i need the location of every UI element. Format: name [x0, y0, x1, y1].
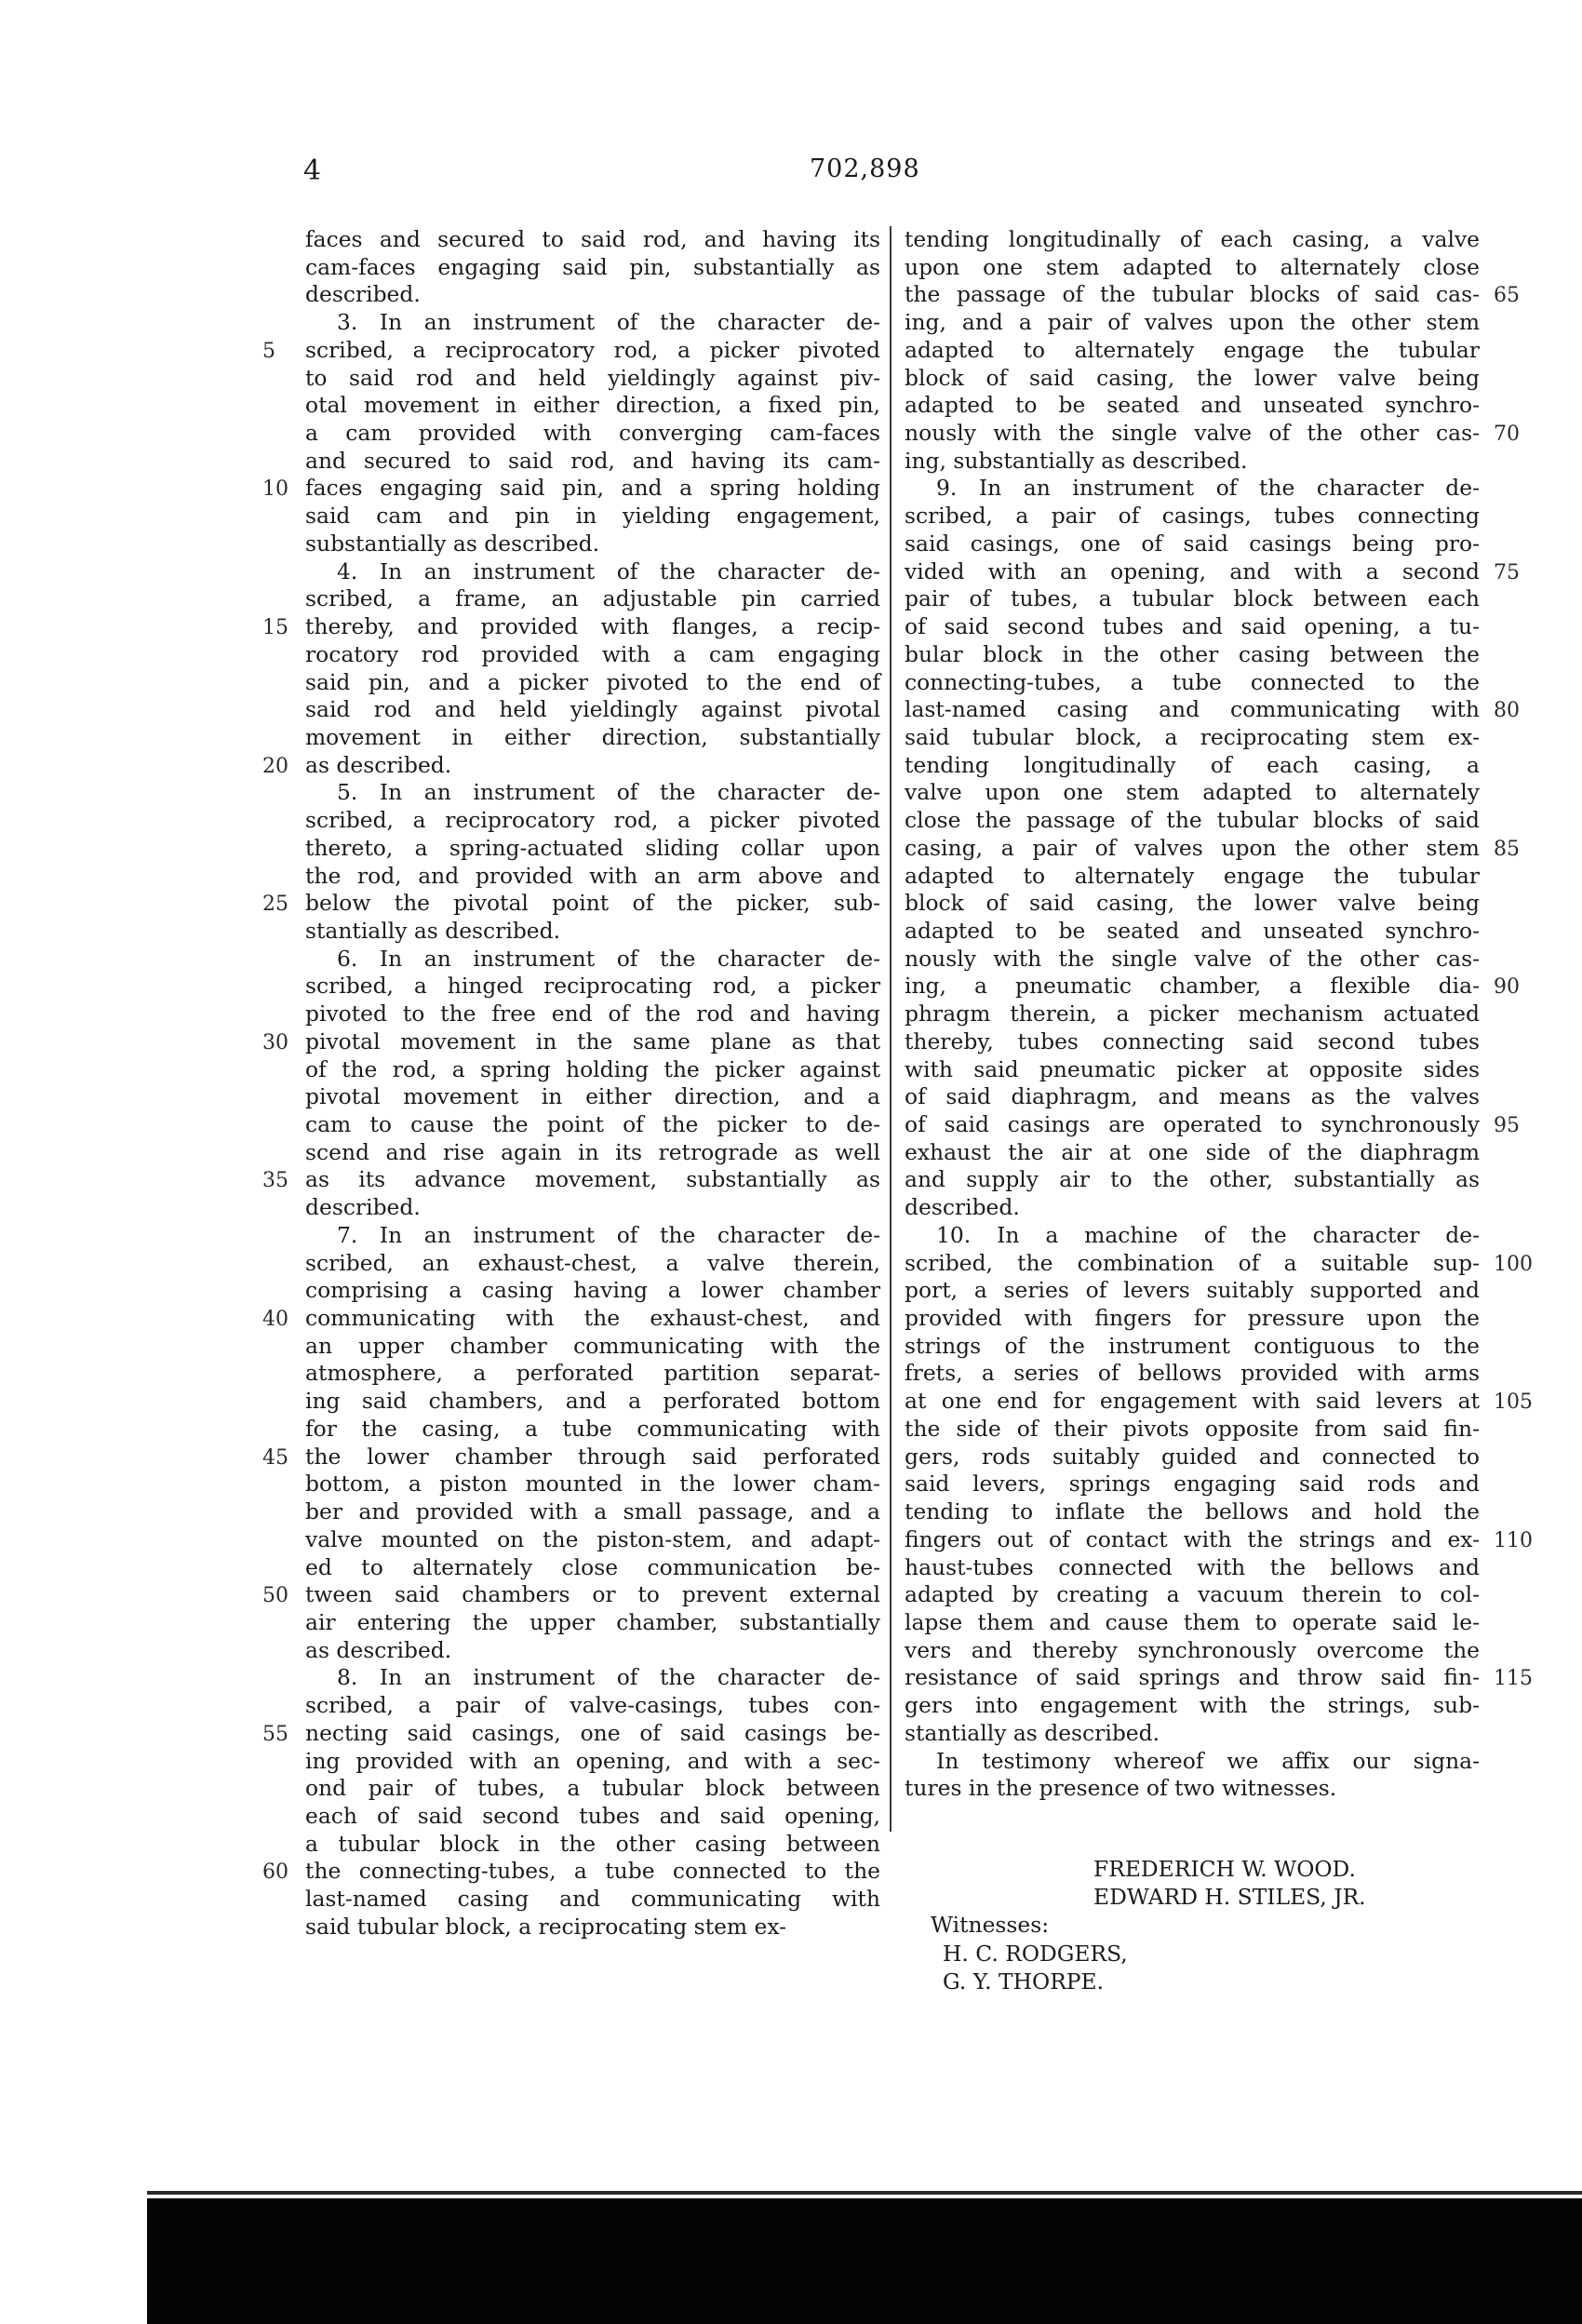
- text-line: ed to alternately close communication be-: [305, 1553, 880, 1580]
- line-number: 60: [262, 1861, 288, 1885]
- line-number: 50: [262, 1584, 288, 1608]
- text-line: otal movement in either direction, a fixed pin,: [305, 392, 880, 419]
- text-line: pivotal movement in either direction, and a: [305, 1083, 880, 1110]
- text-line: In testimony whereof we affix our signa-: [936, 1747, 1480, 1774]
- text-line: thereby, tubes connecting said second tubes: [905, 1028, 1480, 1055]
- text-line: said cam and pin in yielding engagement,: [305, 503, 880, 530]
- text-line: provided with fingers for pressure upon the: [905, 1305, 1480, 1332]
- text-line: scribed, the combination of a suitable sup-: [905, 1249, 1480, 1276]
- text-line: adapted by creating a vacuum therein to col-: [905, 1581, 1480, 1608]
- text-line: movement in either direction, substantially: [305, 723, 880, 750]
- text-line: said levers, springs engaging said rods and: [905, 1471, 1480, 1498]
- text-line: substantially as described.: [305, 530, 600, 557]
- text-line: said tubular block, a reciprocating stem ex-: [905, 723, 1480, 750]
- text-line: said casings, one of said casings being pro-: [905, 530, 1480, 557]
- text-line: 10. In a machine of the character de-: [936, 1221, 1480, 1248]
- line-number: 10: [262, 477, 288, 502]
- left-column: [305, 226, 880, 1941]
- text-line: 4. In an instrument of the character de-: [337, 557, 880, 584]
- text-line: haust-tubes connected with the bellows and: [905, 1553, 1480, 1580]
- text-line: tending longitudinally of each casing, a: [905, 751, 1480, 778]
- text-line: as described.: [305, 751, 452, 778]
- line-number: 80: [1494, 699, 1520, 723]
- text-line: tures in the presence of two witnesses.: [905, 1775, 1337, 1802]
- text-line: stantially as described.: [305, 917, 561, 944]
- inventor-signature-1: FREDERICH W. WOOD.: [1093, 1856, 1356, 1882]
- text-line: atmosphere, a perforated partition separat-: [305, 1360, 880, 1387]
- text-line: tween said chambers or to prevent external: [305, 1581, 880, 1608]
- text-line: close the passage of the tubular blocks of said: [905, 807, 1480, 834]
- text-line: ing, substantially as described.: [905, 447, 1248, 474]
- text-line: last-named casing and communicating with: [905, 696, 1480, 723]
- text-line: resistance of said springs and throw said fin-: [905, 1664, 1480, 1691]
- text-line: lapse them and cause them to operate said le-: [905, 1608, 1480, 1635]
- column-divider: [890, 226, 892, 1832]
- text-line: pair of tubes, a tubular block between each: [905, 585, 1480, 612]
- line-number: 25: [262, 893, 288, 917]
- text-line: scribed, a hinged reciprocating rod, a picker: [305, 973, 880, 1000]
- text-line: of said casings are operated to synchronously: [905, 1111, 1480, 1137]
- text-line: ber and provided with a small passage, and a: [305, 1498, 880, 1525]
- text-line: said pin, and a picker pivoted to the end of: [305, 668, 880, 695]
- text-line: of said second tubes and said opening, a tu-: [905, 613, 1480, 640]
- line-number: 35: [262, 1169, 288, 1193]
- line-number: 20: [262, 754, 288, 778]
- text-line: each of said second tubes and said opening,: [305, 1802, 880, 1829]
- text-line: described.: [305, 281, 421, 308]
- bottom-rule: [147, 2191, 1582, 2195]
- text-line: for the casing, a tube communicating with: [305, 1415, 880, 1442]
- text-line: adapted to be seated and unseated synchro-: [905, 392, 1480, 419]
- line-number: 5: [262, 339, 275, 363]
- line-number: 30: [262, 1030, 288, 1055]
- text-line: rocatory rod provided with a cam engaging: [305, 640, 880, 667]
- text-line: bular block in the other casing between the: [905, 640, 1480, 667]
- text-line: faces engaging said pin, and a spring holding: [305, 475, 880, 502]
- text-line: said tubular block, a reciprocating stem ex-: [305, 1913, 787, 1940]
- text-line: 9. In an instrument of the character de-: [936, 475, 1480, 502]
- text-line: connecting-tubes, a tube connected to the: [905, 668, 1480, 695]
- page-number: 4: [303, 154, 322, 187]
- text-line: cam to cause the point of the picker to de-: [305, 1111, 880, 1137]
- text-line: adapted to alternately engage the tubular: [905, 336, 1480, 363]
- text-line: vided with an opening, and with a second: [905, 557, 1480, 584]
- patent-number: 702,898: [810, 154, 920, 183]
- text-line: an upper chamber communicating with the: [305, 1332, 880, 1359]
- line-number: 90: [1494, 975, 1520, 1000]
- line-number: 110: [1494, 1528, 1533, 1552]
- inventor-signature-2: EDWARD H. STILES, JR.: [1093, 1884, 1366, 1910]
- text-line: phragm therein, a picker mechanism actuated: [905, 1001, 1480, 1028]
- witness-signature-2: G. Y. THORPE.: [943, 1968, 1105, 1995]
- line-number: 105: [1494, 1390, 1533, 1415]
- text-line: block of said casing, the lower valve being: [905, 364, 1480, 391]
- line-number: 85: [1494, 837, 1520, 861]
- text-line: air entering the upper chamber, substantially: [305, 1608, 880, 1635]
- text-line: and secured to said rod, and having its cam-: [305, 447, 880, 474]
- text-line: strings of the instrument contiguous to the: [905, 1332, 1480, 1359]
- text-line: the passage of the tubular blocks of said cas-: [905, 281, 1480, 308]
- text-line: gers, rods suitably guided and connected to: [905, 1443, 1480, 1470]
- line-number: 75: [1494, 560, 1520, 584]
- text-line: 5. In an instrument of the character de-: [337, 779, 880, 806]
- text-line: scribed, a pair of valve-casings, tubes con-: [305, 1692, 880, 1719]
- text-line: stantially as described.: [905, 1719, 1160, 1746]
- text-line: thereby, and provided with flanges, a recip-: [305, 613, 880, 640]
- text-line: faces and secured to said rod, and having its: [305, 226, 880, 252]
- text-line: cam-faces engaging said pin, substantially as: [305, 253, 880, 280]
- text-line: below the pivotal point of the picker, sub-: [305, 890, 880, 917]
- text-line: of said diaphragm, and means as the valves: [905, 1083, 1480, 1110]
- text-line: at one end for engagement with said levers at: [905, 1388, 1480, 1415]
- text-line: 6. In an instrument of the character de-: [337, 945, 880, 972]
- text-line: a cam provided with converging cam-faces: [305, 420, 880, 447]
- text-line: scribed, a pair of casings, tubes connecting: [905, 503, 1480, 530]
- text-line: adapted to be seated and unseated synchro-: [905, 917, 1480, 944]
- text-line: ing provided with an opening, and with a sec-: [305, 1747, 880, 1774]
- line-number: 95: [1494, 1114, 1520, 1138]
- text-line: vers and thereby synchronously overcome the: [905, 1636, 1480, 1663]
- text-line: 3. In an instrument of the character de-: [337, 309, 880, 336]
- right-column: [905, 226, 1480, 1803]
- text-line: pivoted to the free end of the rod and having: [305, 1001, 880, 1028]
- text-line: exhaust the air at one side of the diaphragm: [905, 1138, 1480, 1165]
- text-line: ond pair of tubes, a tubular block between: [305, 1775, 880, 1802]
- text-line: last-named casing and communicating with: [305, 1886, 880, 1913]
- text-line: scend and rise again in its retrograde as well: [305, 1138, 880, 1165]
- text-line: valve upon one stem adapted to alternately: [905, 779, 1480, 806]
- text-line: scribed, an exhaust-chest, a valve therein,: [305, 1249, 880, 1276]
- text-line: with said pneumatic picker at opposite sides: [905, 1055, 1480, 1082]
- line-number: 40: [262, 1308, 288, 1332]
- text-line: thereto, a spring-actuated sliding collar upon: [305, 834, 880, 861]
- line-number: 100: [1494, 1252, 1533, 1276]
- text-line: block of said casing, the lower valve being: [905, 890, 1480, 917]
- text-line: necting said casings, one of said casings be-: [305, 1719, 880, 1746]
- text-line: as described.: [305, 1636, 452, 1663]
- text-line: a tubular block in the other casing between: [305, 1830, 880, 1857]
- text-line: ing, a pneumatic chamber, a flexible dia-: [905, 973, 1480, 1000]
- text-line: port, a series of levers suitably supported and: [905, 1277, 1480, 1304]
- text-line: as its advance movement, substantially as: [305, 1166, 880, 1193]
- text-line: bottom, a piston mounted in the lower cham-: [305, 1471, 880, 1498]
- text-line: nously with the single valve of the other cas-: [905, 420, 1480, 447]
- text-line: tending longitudinally of each casing, a valve: [905, 226, 1480, 252]
- text-line: fingers out of contact with the strings and ex-: [905, 1525, 1480, 1552]
- text-line: adapted to alternately engage the tubular: [905, 862, 1480, 889]
- text-line: 7. In an instrument of the character de-: [337, 1221, 880, 1248]
- scan-border: [147, 2198, 1582, 2324]
- text-line: scribed, a reciprocatory rod, a picker pivoted: [305, 807, 880, 834]
- text-line: ing said chambers, and a perforated bottom: [305, 1388, 880, 1415]
- text-line: casing, a pair of valves upon the other stem: [905, 834, 1480, 861]
- text-line: pivotal movement in the same plane as that: [305, 1028, 880, 1055]
- text-line: upon one stem adapted to alternately close: [905, 253, 1480, 280]
- text-line: nously with the single valve of the other cas-: [905, 945, 1480, 972]
- text-line: frets, a series of bellows provided with arms: [905, 1360, 1480, 1387]
- text-line: scribed, a reciprocatory rod, a picker pivoted: [305, 336, 880, 363]
- line-number: 115: [1494, 1667, 1533, 1691]
- witnesses-label: Witnesses:: [931, 1912, 1050, 1938]
- text-line: the connecting-tubes, a tube connected to the: [305, 1858, 880, 1885]
- text-line: gers into engagement with the strings, sub-: [905, 1692, 1480, 1719]
- line-number: 45: [262, 1445, 288, 1470]
- text-line: described.: [305, 1194, 421, 1221]
- line-number: 70: [1494, 423, 1520, 447]
- text-line: the lower chamber through said perforated: [305, 1443, 880, 1470]
- text-line: communicating with the exhaust-chest, and: [305, 1305, 880, 1332]
- line-number: 65: [1494, 284, 1520, 308]
- text-line: tending to inflate the bellows and hold the: [905, 1498, 1480, 1525]
- text-line: described.: [905, 1194, 1020, 1221]
- witness-signature-1: H. C. RODGERS,: [943, 1941, 1128, 1967]
- text-line: and supply air to the other, substantially as: [905, 1166, 1480, 1193]
- text-line: to said rod and held yieldingly against piv-: [305, 364, 880, 391]
- text-line: ing, and a pair of valves upon the other stem: [905, 309, 1480, 336]
- text-line: of the rod, a spring holding the picker against: [305, 1055, 880, 1082]
- text-line: the side of their pivots opposite from said fin-: [905, 1415, 1480, 1442]
- text-line: scribed, a frame, an adjustable pin carried: [305, 585, 880, 612]
- text-line: comprising a casing having a lower chamber: [305, 1277, 880, 1304]
- text-line: said rod and held yieldingly against pivotal: [305, 696, 880, 723]
- text-line: valve mounted on the piston-stem, and adapt-: [305, 1525, 880, 1552]
- text-line: 8. In an instrument of the character de-: [337, 1664, 880, 1691]
- text-line: the rod, and provided with an arm above and: [305, 862, 880, 889]
- line-number: 15: [262, 616, 288, 640]
- line-number: 55: [262, 1722, 288, 1746]
